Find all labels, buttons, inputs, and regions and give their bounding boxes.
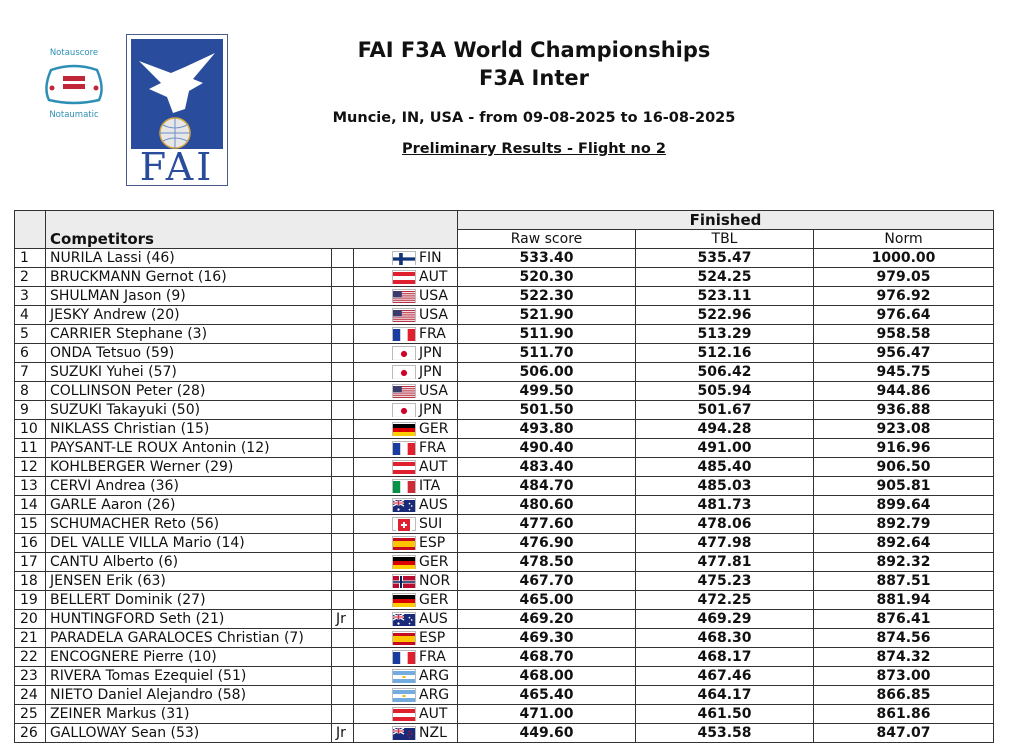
junior-cell [332, 344, 354, 363]
rank-cell: 6 [15, 344, 46, 363]
country-flag-icon [392, 384, 416, 398]
norm-cell: 892.79 [814, 515, 994, 534]
norm-cell: 887.51 [814, 572, 994, 591]
country-flag-icon [392, 517, 416, 531]
country-cell [354, 591, 458, 610]
norm-cell: 956.47 [814, 344, 994, 363]
country-cell [354, 629, 458, 648]
country-flag-icon [392, 441, 416, 455]
rank-cell: 3 [15, 287, 46, 306]
rank-cell: 22 [15, 648, 46, 667]
table-row [15, 363, 994, 382]
table-row [15, 306, 994, 325]
country-cell [354, 458, 458, 477]
country-flag-icon [392, 270, 416, 284]
country-cell [354, 686, 458, 705]
country-flag-icon [392, 707, 416, 721]
competitor-name-cell: KOHLBERGER Werner (29) [46, 458, 332, 477]
raw-score-cell: 468.00 [458, 667, 636, 686]
country-flag-icon [392, 574, 416, 588]
raw-score-cell: 484.70 [458, 477, 636, 496]
country-flag-icon [392, 498, 416, 512]
competitor-name-cell: HUNTINGFORD Seth (21) [46, 610, 332, 629]
rank-cell: 1 [15, 249, 46, 268]
norm-cell: 876.41 [814, 610, 994, 629]
country-flag-icon [392, 688, 416, 702]
raw-score-cell: 511.90 [458, 325, 636, 344]
competitors-column-header: Competitors [46, 211, 458, 249]
table-group-header-row [15, 211, 994, 230]
country-cell [354, 534, 458, 553]
raw-score-cell: 490.40 [458, 439, 636, 458]
country-code: GER [419, 592, 449, 608]
country-flag-icon [392, 650, 416, 664]
junior-cell [332, 325, 354, 344]
norm-cell: 976.92 [814, 287, 994, 306]
table-row [15, 648, 994, 667]
norm-cell: 976.64 [814, 306, 994, 325]
raw-score-cell: 478.50 [458, 553, 636, 572]
country-flag-icon [392, 555, 416, 569]
junior-cell: Jr [332, 610, 354, 629]
raw-score-column-header: Raw score [458, 230, 636, 249]
table-row [15, 591, 994, 610]
country-flag-icon [392, 308, 416, 322]
tbl-cell: 494.28 [636, 420, 814, 439]
norm-cell: 892.64 [814, 534, 994, 553]
tbl-cell: 501.67 [636, 401, 814, 420]
country-code: ESP [419, 630, 446, 646]
competitor-name-cell: RIVERA Tomas Ezequiel (51) [46, 667, 332, 686]
norm-cell: 866.85 [814, 686, 994, 705]
competitor-name-cell: NURILA Lassi (46) [46, 249, 332, 268]
country-code: USA [419, 288, 448, 304]
competitor-name-cell: ENCOGNERE Pierre (10) [46, 648, 332, 667]
tbl-cell: 468.30 [636, 629, 814, 648]
competitor-name-cell: CANTU Alberto (6) [46, 553, 332, 572]
tbl-cell: 477.98 [636, 534, 814, 553]
country-flag-icon [392, 346, 416, 360]
country-cell [354, 325, 458, 344]
country-flag-icon [392, 365, 416, 379]
country-cell [354, 572, 458, 591]
norm-cell: 979.05 [814, 268, 994, 287]
country-code: JPN [419, 364, 443, 380]
country-code: FRA [419, 649, 446, 665]
raw-score-cell: 465.40 [458, 686, 636, 705]
country-cell [354, 705, 458, 724]
norm-cell: 847.07 [814, 724, 994, 743]
competitor-name-cell: GALLOWAY Sean (53) [46, 724, 332, 743]
country-code: FRA [419, 326, 446, 342]
table-row [15, 629, 994, 648]
raw-score-cell: 449.60 [458, 724, 636, 743]
junior-cell [332, 553, 354, 572]
tbl-cell: 523.11 [636, 287, 814, 306]
country-cell [354, 420, 458, 439]
rank-cell: 8 [15, 382, 46, 401]
country-cell [354, 667, 458, 686]
finished-group-header: Finished [458, 211, 994, 230]
raw-score-cell: 506.00 [458, 363, 636, 382]
country-cell [354, 477, 458, 496]
norm-cell: 899.64 [814, 496, 994, 515]
tbl-cell: 506.42 [636, 363, 814, 382]
country-cell [354, 287, 458, 306]
eagle-globe-icon [131, 39, 223, 149]
results-table-body [15, 249, 994, 743]
raw-score-cell: 469.30 [458, 629, 636, 648]
rank-cell: 24 [15, 686, 46, 705]
country-flag-icon [392, 327, 416, 341]
norm-cell: 936.88 [814, 401, 994, 420]
table-row [15, 249, 994, 268]
junior-cell [332, 249, 354, 268]
competitor-name-cell: SUZUKI Takayuki (50) [46, 401, 332, 420]
norm-cell: 873.00 [814, 667, 994, 686]
rank-cell: 12 [15, 458, 46, 477]
country-flag-icon [392, 422, 416, 436]
rank-cell: 14 [15, 496, 46, 515]
competitor-name-cell: ZEINER Markus (31) [46, 705, 332, 724]
junior-cell: Jr [332, 724, 354, 743]
norm-cell: 881.94 [814, 591, 994, 610]
raw-score-cell: 501.50 [458, 401, 636, 420]
junior-cell [332, 667, 354, 686]
country-flag-icon [392, 460, 416, 474]
tbl-cell: 485.03 [636, 477, 814, 496]
junior-cell [332, 648, 354, 667]
tbl-cell: 472.25 [636, 591, 814, 610]
table-row [15, 401, 994, 420]
event-location-dates: Muncie, IN, USA - from 09-08-2025 to 16-08-2025 [332, 110, 736, 126]
tbl-cell: 505.94 [636, 382, 814, 401]
table-row [15, 686, 994, 705]
tbl-cell: 535.47 [636, 249, 814, 268]
norm-cell: 923.08 [814, 420, 994, 439]
competitor-name-cell: PAYSANT-LE ROUX Antonin (12) [46, 439, 332, 458]
notauscore-device-icon [41, 60, 107, 108]
junior-cell [332, 306, 354, 325]
table-row [15, 496, 994, 515]
rank-cell: 11 [15, 439, 46, 458]
country-code: JPN [419, 402, 443, 418]
raw-score-cell: 469.20 [458, 610, 636, 629]
rank-cell: 17 [15, 553, 46, 572]
junior-cell [332, 591, 354, 610]
rank-cell: 9 [15, 401, 46, 420]
tbl-cell: 467.46 [636, 667, 814, 686]
tbl-cell: 477.81 [636, 553, 814, 572]
rank-cell: 23 [15, 667, 46, 686]
table-row [15, 477, 994, 496]
tbl-cell: 475.23 [636, 572, 814, 591]
rank-cell: 13 [15, 477, 46, 496]
tbl-cell: 453.58 [636, 724, 814, 743]
page-subtitle: F3A Inter [479, 66, 589, 90]
notauscore-logo-bottom-text: Notaumatic [49, 110, 99, 120]
raw-score-cell: 511.70 [458, 344, 636, 363]
country-cell [354, 268, 458, 287]
competitor-name-cell: BELLERT Dominik (27) [46, 591, 332, 610]
norm-cell: 916.96 [814, 439, 994, 458]
raw-score-cell: 471.00 [458, 705, 636, 724]
junior-cell [332, 287, 354, 306]
country-cell [354, 344, 458, 363]
country-cell [354, 382, 458, 401]
tbl-column-header: TBL [636, 230, 814, 249]
tbl-cell: 478.06 [636, 515, 814, 534]
country-code: USA [419, 383, 448, 399]
junior-cell [332, 705, 354, 724]
raw-score-cell: 477.60 [458, 515, 636, 534]
junior-cell [332, 458, 354, 477]
country-cell [354, 610, 458, 629]
norm-cell: 944.86 [814, 382, 994, 401]
country-cell [354, 496, 458, 515]
table-row [15, 458, 994, 477]
junior-cell [332, 439, 354, 458]
norm-cell: 1000.00 [814, 249, 994, 268]
tbl-cell: 461.50 [636, 705, 814, 724]
junior-cell [332, 268, 354, 287]
competitor-name-cell: NIKLASS Christian (15) [46, 420, 332, 439]
table-row [15, 439, 994, 458]
competitor-name-cell: PARADELA GARALOCES Christian (7) [46, 629, 332, 648]
junior-cell [332, 496, 354, 515]
country-code: AUT [419, 269, 448, 285]
table-row [15, 515, 994, 534]
country-code: AUT [419, 459, 448, 475]
rank-cell: 20 [15, 610, 46, 629]
rank-cell: 16 [15, 534, 46, 553]
country-flag-icon [392, 536, 416, 550]
raw-score-cell: 522.30 [458, 287, 636, 306]
junior-cell [332, 629, 354, 648]
results-title: Preliminary Results - Flight no 2 [402, 141, 666, 157]
fai-logo-text: FAI [139, 145, 215, 189]
tbl-cell: 491.00 [636, 439, 814, 458]
raw-score-cell: 476.90 [458, 534, 636, 553]
table-row [15, 667, 994, 686]
table-row [15, 705, 994, 724]
raw-score-cell: 499.50 [458, 382, 636, 401]
country-flag-icon [392, 479, 416, 493]
junior-cell [332, 420, 354, 439]
country-code: SUI [419, 516, 443, 532]
competitor-name-cell: DEL VALLE VILLA Mario (14) [46, 534, 332, 553]
country-flag-icon [392, 631, 416, 645]
rank-cell: 25 [15, 705, 46, 724]
country-code: ARG [419, 668, 450, 684]
rank-cell: 26 [15, 724, 46, 743]
competitor-name-cell: SHULMAN Jason (9) [46, 287, 332, 306]
competitor-name-cell: JENSEN Erik (63) [46, 572, 332, 591]
raw-score-cell: 465.00 [458, 591, 636, 610]
rank-cell: 2 [15, 268, 46, 287]
country-flag-icon [392, 612, 416, 626]
country-code: ITA [419, 478, 441, 494]
country-cell [354, 306, 458, 325]
junior-cell [332, 515, 354, 534]
country-code: JPN [419, 345, 443, 361]
competitor-name-cell: SUZUKI Yuhei (57) [46, 363, 332, 382]
country-code: AUS [419, 497, 448, 513]
country-cell [354, 724, 458, 743]
table-row [15, 268, 994, 287]
tbl-cell: 512.16 [636, 344, 814, 363]
page-title: FAI F3A World Championships [357, 38, 711, 62]
country-cell [354, 553, 458, 572]
competitor-name-cell: NIETO Daniel Alejandro (58) [46, 686, 332, 705]
country-cell [354, 648, 458, 667]
country-cell [354, 401, 458, 420]
raw-score-cell: 493.80 [458, 420, 636, 439]
norm-cell: 906.50 [814, 458, 994, 477]
raw-score-cell: 533.40 [458, 249, 636, 268]
junior-cell [332, 382, 354, 401]
junior-cell [332, 572, 354, 591]
table-row [15, 382, 994, 401]
rank-cell: 21 [15, 629, 46, 648]
country-code: FRA [419, 440, 446, 456]
country-cell [354, 363, 458, 382]
country-cell [354, 515, 458, 534]
junior-cell [332, 686, 354, 705]
rank-cell: 15 [15, 515, 46, 534]
notauscore-logo [38, 48, 110, 128]
country-code: AUS [419, 611, 448, 627]
country-code: GER [419, 421, 449, 437]
country-flag-icon [392, 593, 416, 607]
junior-cell [332, 477, 354, 496]
fai-logo [126, 34, 228, 189]
raw-score-cell: 480.60 [458, 496, 636, 515]
raw-score-cell: 468.70 [458, 648, 636, 667]
country-flag-icon [392, 289, 416, 303]
competitor-name-cell: CARRIER Stephane (3) [46, 325, 332, 344]
notauscore-logo-top-text: Notauscore [49, 48, 99, 58]
table-row [15, 534, 994, 553]
table-row [15, 420, 994, 439]
country-code: USA [419, 307, 448, 323]
tbl-cell: 522.96 [636, 306, 814, 325]
competitor-name-cell: CERVI Andrea (36) [46, 477, 332, 496]
country-flag-icon [392, 726, 416, 740]
rank-column-header [15, 211, 46, 249]
country-cell [354, 249, 458, 268]
rank-cell: 18 [15, 572, 46, 591]
norm-cell: 945.75 [814, 363, 994, 382]
country-code: FIN [419, 250, 442, 266]
competitor-name-cell: SCHUMACHER Reto (56) [46, 515, 332, 534]
tbl-cell: 524.25 [636, 268, 814, 287]
raw-score-cell: 483.40 [458, 458, 636, 477]
tbl-cell: 469.29 [636, 610, 814, 629]
raw-score-cell: 467.70 [458, 572, 636, 591]
competitor-name-cell: GARLE Aaron (26) [46, 496, 332, 515]
competitor-name-cell: BRUCKMANN Gernot (16) [46, 268, 332, 287]
country-code: NZL [419, 725, 447, 741]
norm-cell: 892.32 [814, 553, 994, 572]
competitor-name-cell: ONDA Tetsuo (59) [46, 344, 332, 363]
table-row [15, 325, 994, 344]
table-row [15, 724, 994, 743]
fai-logo-panel [131, 39, 223, 149]
country-cell [354, 439, 458, 458]
norm-cell: 874.56 [814, 629, 994, 648]
country-code: GER [419, 554, 449, 570]
country-code: AUT [419, 706, 448, 722]
country-flag-icon [392, 403, 416, 417]
norm-cell: 958.58 [814, 325, 994, 344]
tbl-cell: 485.40 [636, 458, 814, 477]
country-flag-icon [392, 669, 416, 683]
country-code: NOR [419, 573, 451, 589]
tbl-cell: 513.29 [636, 325, 814, 344]
table-row [15, 344, 994, 363]
norm-cell: 861.86 [814, 705, 994, 724]
rank-cell: 10 [15, 420, 46, 439]
rank-cell: 5 [15, 325, 46, 344]
tbl-cell: 481.73 [636, 496, 814, 515]
norm-cell: 905.81 [814, 477, 994, 496]
rank-cell: 7 [15, 363, 46, 382]
results-table [14, 210, 994, 743]
junior-cell [332, 363, 354, 382]
norm-cell: 874.32 [814, 648, 994, 667]
norm-column-header: Norm [814, 230, 994, 249]
junior-cell [332, 401, 354, 420]
junior-cell [332, 534, 354, 553]
table-row [15, 610, 994, 629]
raw-score-cell: 521.90 [458, 306, 636, 325]
rank-cell: 4 [15, 306, 46, 325]
rank-cell: 19 [15, 591, 46, 610]
country-code: ARG [419, 687, 450, 703]
raw-score-cell: 520.30 [458, 268, 636, 287]
competitor-name-cell: COLLINSON Peter (28) [46, 382, 332, 401]
competitor-name-cell: JESKY Andrew (20) [46, 306, 332, 325]
table-row [15, 287, 994, 306]
tbl-cell: 468.17 [636, 648, 814, 667]
country-flag-icon [392, 251, 416, 265]
tbl-cell: 464.17 [636, 686, 814, 705]
table-row [15, 572, 994, 591]
table-row [15, 553, 994, 572]
country-code: ESP [419, 535, 446, 551]
